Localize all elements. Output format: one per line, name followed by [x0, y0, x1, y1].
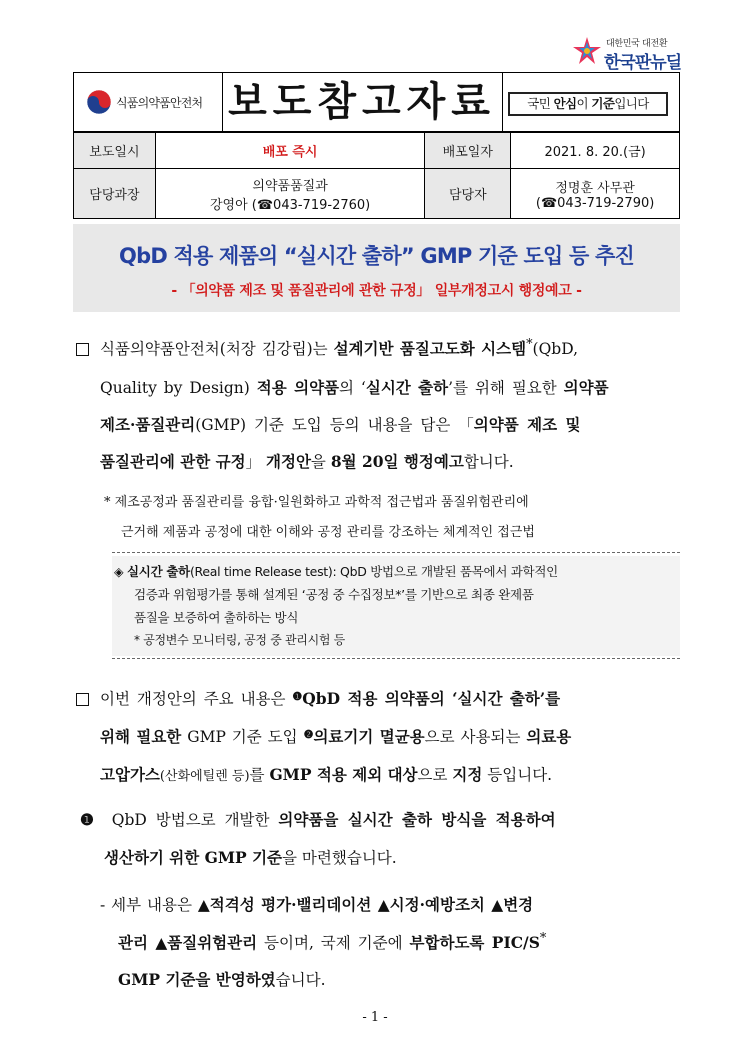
department-head-contact: 강영아 (☎043-719-2760): [209, 197, 371, 213]
slogan-bold: 기준: [591, 96, 615, 111]
text: 으로: [417, 766, 453, 784]
text: 의 ‘: [339, 379, 366, 397]
text: 식품의약품안전처(처장 김강립)는: [100, 340, 334, 359]
department-name: 의약품품질과: [252, 178, 328, 194]
text-bold: 부합하도록 PIC/S: [409, 933, 540, 953]
press-info-table: [73, 132, 680, 219]
officer-contact: (☎043-719-2790): [535, 195, 655, 211]
circled-number: ❶: [292, 690, 303, 703]
government-emblem-icon: [86, 89, 112, 115]
text-bold: 위해 필요한: [100, 727, 182, 746]
note-top-divider: [112, 552, 680, 553]
text-bold: 의료기기 멸균용: [313, 727, 425, 746]
text: 을 마련했습니다.: [282, 849, 397, 867]
text-bold: 고압가스: [100, 765, 160, 784]
doc-type-title: 보도참고자료: [228, 79, 496, 125]
circled-number-icon: ❶: [80, 810, 94, 829]
para1-line-1: [100, 337, 578, 359]
slogan-badge: [508, 92, 668, 116]
text: 습니다.: [275, 971, 326, 989]
note-line-2: 검증과 위험평가를 통해 설계된 ‘공정 중 수집정보*’를 기반으로 최종 완제품: [134, 587, 534, 602]
release-time-value: 배포 즉시: [155, 133, 425, 169]
headline-box: [73, 224, 680, 312]
text-bold: 개정안: [266, 452, 311, 471]
page-number: - 1 -: [362, 1010, 388, 1025]
text-bold: GMP 적용 제외 대상: [269, 765, 418, 784]
text: GMP 기준 도입: [181, 728, 304, 746]
para1-footnote-2: 근거해 제품과 공정에 대한 이해와 공정 관리를 강조하는 체계적인 접근법: [121, 525, 535, 540]
text-bold: 생산하기 위한 GMP 기준: [104, 848, 283, 867]
checkbox-bullet: [76, 343, 89, 356]
new-deal-tagline: 대한민국 대전환: [606, 39, 668, 49]
text: QbD 방법으로 개발한: [111, 811, 279, 829]
text: 으로 사용되는: [424, 728, 527, 746]
text-bold: 설계기반 품질고도화 시스템: [333, 339, 527, 359]
text: 등이며, 국제 기준에: [257, 934, 410, 953]
text-bold: QbD 적용 의약품의 ‘실시간 출하’를: [302, 689, 561, 708]
para1-line-2: [100, 376, 609, 398]
text-bold: 관리 ▲품질위험관리: [118, 933, 258, 953]
release-time-label: 보도일시: [74, 133, 156, 169]
department-head-label: 담당과장: [74, 169, 156, 219]
footnote-mark: *: [539, 931, 547, 946]
text-bold: ▲적격성 평가·밸리데이션 ▲시정·예방조치 ▲변경: [197, 895, 534, 914]
text-bold: 8월 20일 행정예고: [330, 452, 464, 471]
text-bold: GMP 기준을 반영하였: [118, 970, 276, 989]
sub1-line-2: [118, 931, 546, 953]
note-line-3: 품질을 보증하여 출하하는 방식: [134, 610, 299, 625]
text-bold: 의약품을 실시간 출하 방식을 적용하여: [278, 810, 556, 829]
item1-line-1: [80, 808, 556, 830]
text: (산화에틸렌 등): [159, 769, 250, 784]
text-bold: 지정: [452, 765, 483, 784]
slogan-part: 입니다: [614, 96, 649, 111]
sub-headline: - 「의약품 제조 및 품질관리에 관한 규정」 일부개정고시 행정예고 -: [171, 283, 582, 299]
diamond-bullet-icon: ◈: [114, 564, 124, 579]
note-bottom-divider: [112, 658, 680, 659]
doc-type-cell: [222, 73, 503, 131]
note-term: 실시간 출하: [127, 564, 190, 579]
note-line-1: [114, 562, 558, 580]
officer-label: 담당자: [425, 169, 511, 219]
korean-new-deal-logo: [572, 30, 682, 74]
note-line-4: * 공정변수 모니터링, 공정 중 관리시험 등: [134, 633, 345, 647]
new-deal-star-icon: [572, 36, 602, 66]
para1-footnote-1: * 제조공정과 품질관리를 융합·일원화하고 과학적 접근법과 품질위험관리에: [104, 495, 529, 510]
text-bold: 제조·품질관리: [100, 415, 196, 434]
para2-line-2: [100, 725, 571, 747]
para1-line-4: [100, 450, 514, 472]
para2-line-3: [100, 763, 552, 785]
press-header: [73, 72, 680, 132]
new-deal-name: 한국판뉴딜: [604, 53, 682, 73]
text: 를: [249, 766, 270, 784]
slogan-cell: [502, 73, 679, 131]
checkbox-bullet: [76, 693, 89, 706]
slogan-part: 이: [576, 96, 592, 111]
officer-value: [511, 169, 680, 219]
headline: QbD 적용 제품의 “실시간 출하” GMP 기준 도입 등 추진: [119, 244, 634, 268]
text: (GMP) 기준 도입 등의 내용을 담은 「: [195, 416, 474, 434]
text: 」: [245, 453, 266, 471]
text: - 세부 내용은: [100, 896, 198, 914]
text-bold: 실시간 출하: [365, 378, 449, 397]
text: 을: [310, 453, 331, 471]
para1-line-3: [100, 413, 580, 435]
text: Quality by Design): [100, 379, 257, 397]
text-bold: 의료용: [526, 727, 572, 746]
text-bold: 품질관리에 관한 규정: [100, 452, 246, 471]
text-bold: 의약품: [563, 378, 609, 397]
para2-line-1: [100, 687, 560, 709]
footnote-mark: *: [526, 337, 533, 352]
ministry-name: 식품의약품안전처: [116, 96, 203, 110]
sub1-line-1: [100, 893, 533, 915]
distribution-date-label: 배포일자: [425, 133, 511, 169]
text: 이번 개정안의 주요 내용은: [100, 690, 293, 708]
text: (Real time Release test): QbD 방법으로 개발된 품목에서 과학적인: [189, 564, 558, 579]
ministry-cell: [74, 73, 223, 131]
circled-number: ❷: [303, 728, 314, 741]
text: 등입니다.: [482, 766, 553, 784]
distribution-date-value: 2021. 8. 20.(금): [511, 133, 680, 169]
text-bold: 의약품 제조 및: [473, 415, 581, 434]
officer-name: 정명훈 사무관: [555, 180, 635, 196]
department-head-value: [155, 169, 425, 219]
text-bold: 적용 의약품: [256, 378, 340, 397]
sub1-line-3: [118, 968, 326, 990]
item1-line-2: [104, 846, 397, 868]
text: 합니다.: [463, 453, 514, 471]
slogan-part: 국민: [527, 96, 554, 111]
slogan-bold: 안심: [553, 96, 577, 111]
text: (QbD,: [532, 340, 578, 359]
text: ’를 위해 필요한: [448, 379, 564, 397]
